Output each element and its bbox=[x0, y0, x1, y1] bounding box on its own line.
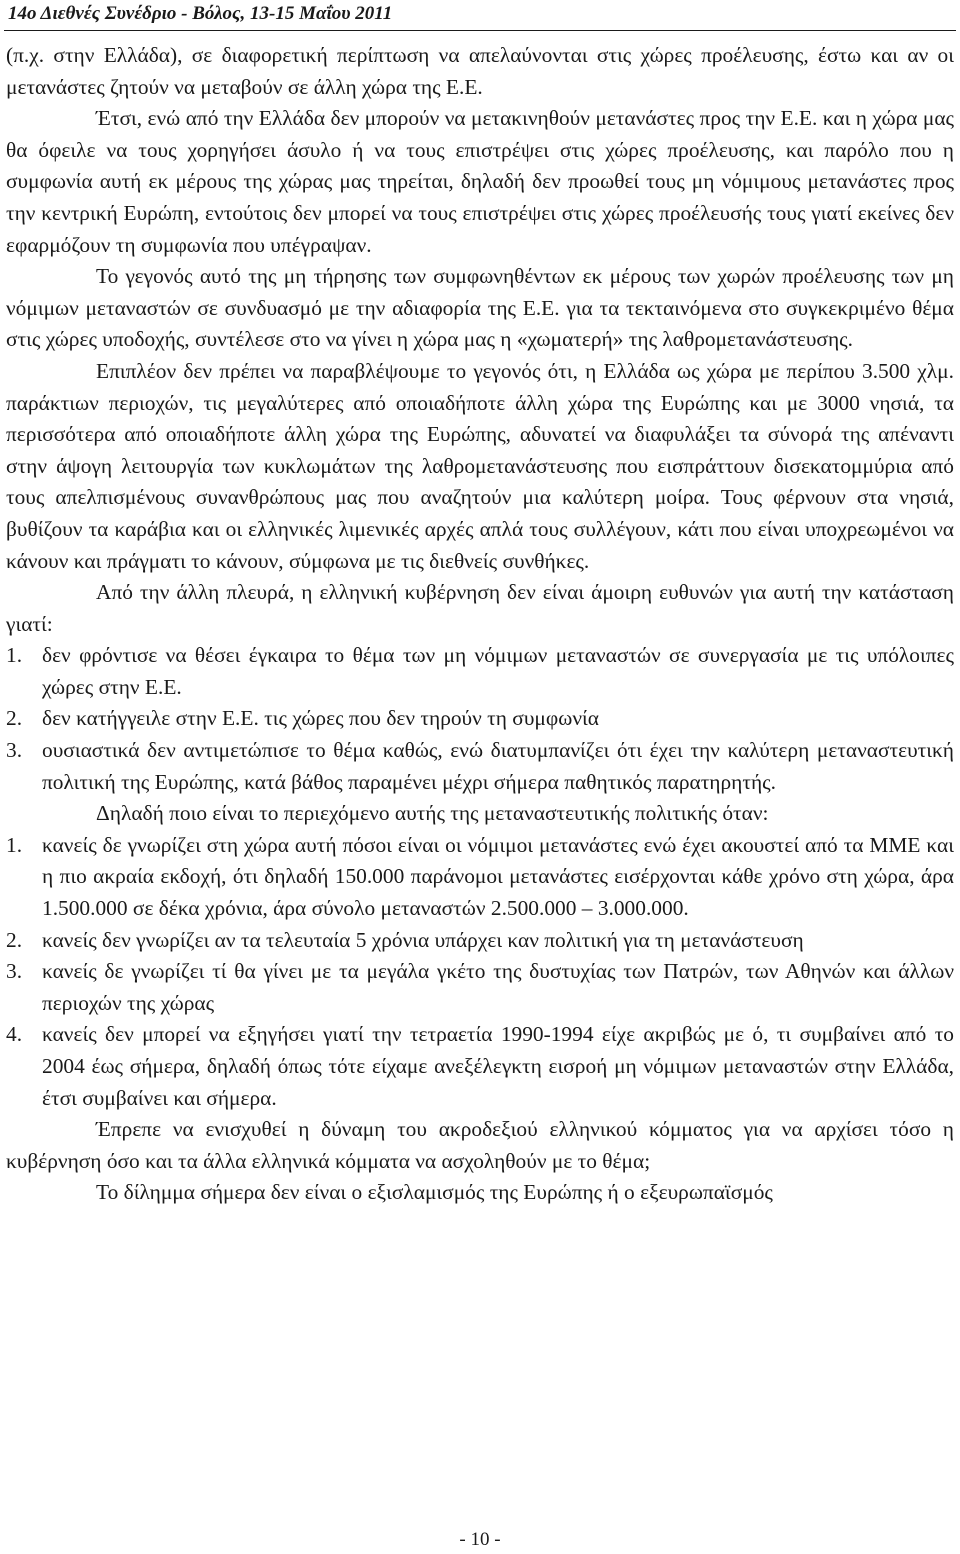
body-text bbox=[6, 40, 954, 1209]
list-item bbox=[6, 640, 954, 703]
list-item bbox=[6, 735, 954, 798]
list-text: κανείς δε γνωρίζει στη χώρα αυτή πόσοι είναι οι νόμιμοι μετανάστες ενώ έχει ακουστεί από τα ΜΜΕ και η πιο ακραία εκδοχή, ότι δηλαδή 150.000 παράνομοι μετανάστες εισέρχονται κάθε χρόνο στη χώρα, άρα 1.500.000 σε δέκα χρόνια, άρα σύνολο μεταναστών 2.500.000 – 3.000.000. bbox=[42, 832, 954, 921]
list-text: ουσιαστικά δεν αντιμετώπισε το θέμα καθώς, ενώ διατυμπανίζει ότι έχει την καλύτερη μεταναστευτική πολιτική της Ευρώπης, κατά βάθος παραμένει μέχρι σήμερα παθητικός παρατηρητής. bbox=[42, 738, 954, 794]
list-text: κανείς δεν γνωρίζει αν τα τελευταία 5 χρόνια υπάρχει καν πολιτική για τη μετανάστευση bbox=[42, 927, 804, 952]
list-item bbox=[6, 703, 954, 735]
page-number: - 10 - bbox=[459, 1529, 501, 1550]
paragraph: Επιπλέον δεν πρέπει να παραβλέψουμε το γεγονός ότι, η Ελλάδα ως χώρα με περίπου 3.500 χλμ. παράκτιων περιοχών, τις μεγαλύτερες από οποιαδήποτε άλλη χώρα της Ευρώπης και με 3000 νησιά, τα περισσότερα από οποιαδήποτε άλλη χώρα της Ευρώπης, αδυνατεί να διαφυλάξει τα σύνορά της απέναντι στην άψογη λειτουργία των κυκλωμάτων της λαθρομετανάστευσης που εισπράττουν δισεκατομμύρια από τους απελπισμένους συνανθρώπους μας που αναζητούν μια καλύτερη μοίρα. Τους φέρνουν στα νησιά, βυθίζουν τα καράβια και οι ελληνικές λιμενικές αρχές απλά τους συλλέγουν, κάτι που είναι υποχρεωμένοι να κάνουν και πράγματι το κάνουν, σύμφωνα με τις διεθνείς συνθήκες. bbox=[6, 358, 954, 573]
list-number: 1. bbox=[6, 643, 23, 668]
list-text: κανείς δε γνωρίζει τί θα γίνει με τα μεγάλα γκέτο της δυστυχίας των Πατρών, των Αθηνών και άλλων περιοχών της χώρας bbox=[42, 959, 954, 1015]
list-number: 3. bbox=[6, 959, 23, 984]
paragraph: Το γεγονός αυτό της μη τήρησης των συμφωνηθέντων εκ μέρους των χωρών προέλευσης των μη νόμιμων μεταναστών σε συνδυασμό με την αδιαφορία της Ε.Ε. για τα τεκταινόμενα στο συγκεκριμένο θέμα στις χώρες υποδοχής, συντέλεσε στο να γίνει η χώρα μας η «χωματερή» της λαθρομετανάστευσης. bbox=[6, 264, 954, 352]
list-item bbox=[6, 956, 954, 1019]
list-item bbox=[6, 1019, 954, 1114]
paragraph: Από την άλλη πλευρά, η ελληνική κυβέρνηση δεν είναι άμοιρη ευθυνών για αυτή την κατάσταση γιατί: bbox=[6, 580, 954, 636]
running-header: 14ο Διεθνές Συνέδριο - Βόλος, 13-15 Μαΐου 2011 bbox=[8, 3, 393, 24]
paragraph: Έτσι, ενώ από την Ελλάδα δεν μπορούν να μετακινηθούν μετανάστες προς την Ε.Ε. και η χώρα μας θα όφειλε να τους χορηγήσει άσυλο ή να τους επιστρέψει στις χώρες προέλευσης, και παρόλο που η συμφωνία αυτή εκ μέρους της χώρας μας τηρείται, δηλαδή δεν προωθεί τους μη νόμιμους μετανάστες προς την κεντρική Ευρώπη, εντούτοις δεν μπορεί να τους επιστρέψει στις χώρες προέλευσής τους γιατί εκείνες δεν εφαρμόζουν τη συμφωνία που υπέγραψαν. bbox=[6, 106, 954, 257]
list-number: 2. bbox=[6, 706, 23, 731]
list-number: 3. bbox=[6, 738, 23, 763]
list-number: 4. bbox=[6, 1022, 23, 1047]
question-line: Δηλαδή ποιο είναι το περιεχόμενο αυτής της μεταναστευτικής πολιτικής όταν: bbox=[96, 801, 769, 826]
list-item bbox=[6, 830, 954, 925]
list-item bbox=[6, 925, 954, 957]
paragraph: Έπρεπε να ενισχυθεί η δύναμη του ακροδεξιού ελληνικού κόμματος για να αρχίσει τόσο η κυβέρνηση όσο και τα άλλα ελληνικά κόμματα να ασχοληθούν με το θέμα; bbox=[6, 1117, 954, 1173]
list-text: δεν κατήγγειλε στην Ε.Ε. τις χώρες που δεν τηρούν τη συμφωνία bbox=[42, 706, 599, 731]
list-number: 1. bbox=[6, 832, 23, 857]
list-text: δεν φρόντισε να θέσει έγκαιρα το θέμα των μη νόμιμων μεταναστών σε συνεργασία με τις υπόλοιπες χώρες στην Ε.Ε. bbox=[42, 643, 954, 699]
paragraph: (π.χ. στην Ελλάδα), σε διαφορετική περίπτωση να απελαύνονται στις χώρες προέλευσης, έστω και αν οι μετανάστες ζητούν να μεταβούν σε άλλη χώρα της Ε.Ε. bbox=[6, 43, 954, 99]
list-text: κανείς δεν μπορεί να εξηγήσει γιατί την τετραετία 1990-1994 είχε ακριβώς με ό, τι συμβαίνει από το 2004 έως σήμερα, δηλαδή όπως τότε είχαμε ανεξέλεγκτη εισροή μη νόμιμων μεταναστών στην Ελλάδα, έτσι συμβαίνει και σήμερα. bbox=[42, 1022, 954, 1110]
list-number: 2. bbox=[6, 927, 23, 952]
paragraph: Το δίλημμα σήμερα δεν είναι ο εξισλαμισμός της Ευρώπης ή ο εξευρωπαϊσμός bbox=[96, 1180, 773, 1205]
header-rule bbox=[4, 30, 956, 31]
